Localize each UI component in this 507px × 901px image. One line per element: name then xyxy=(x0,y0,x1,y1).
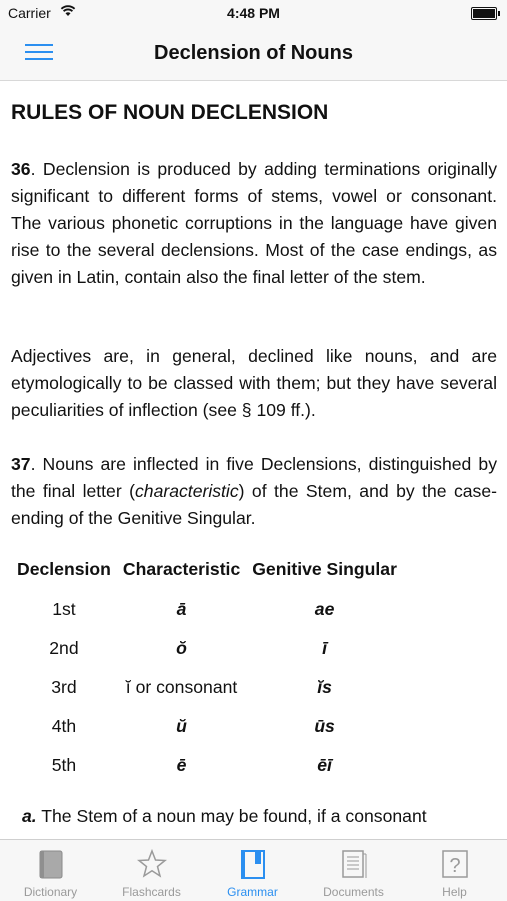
tab-bar xyxy=(0,839,507,901)
declension-table xyxy=(11,556,403,785)
book-icon xyxy=(35,848,67,880)
paragraph-37: 37. Nouns are inflected in five Declensions, distinguished by the final letter (characteristic) of the Stem, and by the case-ending of the Genitive Singular. xyxy=(11,454,497,528)
column-header: Declension xyxy=(17,559,111,579)
subsection-label: a. xyxy=(22,806,37,826)
table-row: 5th ē ēī xyxy=(51,755,332,775)
clock: 4:48 PM xyxy=(227,5,280,21)
table-row: 3rd ĭ or consonant ĭs xyxy=(51,677,332,697)
page-title: Declension of Nouns xyxy=(154,42,353,64)
table-row: 4th ŭ ūs xyxy=(51,716,335,736)
documents-icon xyxy=(338,848,370,880)
paragraph-adjectives: Adjectives are, in general, declined like nouns, and are etymologically to be classed with them; but they have several peculiarities of inflection (see § 109 ff.). xyxy=(11,346,497,420)
help-icon xyxy=(439,848,471,880)
paragraph-36: 36. Declension is produced by adding terminations originally significant to different forms of stems, vowel or consonant. The various phonetic corruptions in the language have given rise to the several declensions. Most of the case endings, as given in Latin, contain also the final letter of the stem. xyxy=(11,159,497,287)
paragraph-a: a. The Stem of a noun may be found, if a consonant xyxy=(22,806,427,826)
tab-flashcards[interactable]: Flashcards xyxy=(101,840,202,901)
bookmark-book-icon xyxy=(237,848,269,880)
status-bar xyxy=(0,0,507,26)
table-row: 1st ā ae xyxy=(52,599,335,619)
tab-help[interactable]: ? Help xyxy=(404,840,505,901)
svg-text:?: ? xyxy=(449,855,461,877)
section-number: 36 xyxy=(11,159,31,179)
grammar-content[interactable] xyxy=(0,81,507,839)
tab-documents[interactable]: Documents xyxy=(303,840,404,901)
star-icon xyxy=(136,848,168,880)
battery-icon xyxy=(471,7,497,20)
section-number: 37 xyxy=(11,454,31,474)
section-heading: RULES OF NOUN DECLENSION xyxy=(11,101,329,124)
carrier-label: Carrier xyxy=(8,5,51,21)
tab-grammar[interactable]: Grammar xyxy=(202,840,303,901)
tab-dictionary[interactable]: Dictionary xyxy=(0,840,101,901)
table-row: 2nd ŏ ī xyxy=(49,638,328,658)
column-header: Characteristic xyxy=(122,559,241,579)
navigation-bar xyxy=(0,26,507,81)
column-header: Genitive Singular xyxy=(252,559,397,579)
